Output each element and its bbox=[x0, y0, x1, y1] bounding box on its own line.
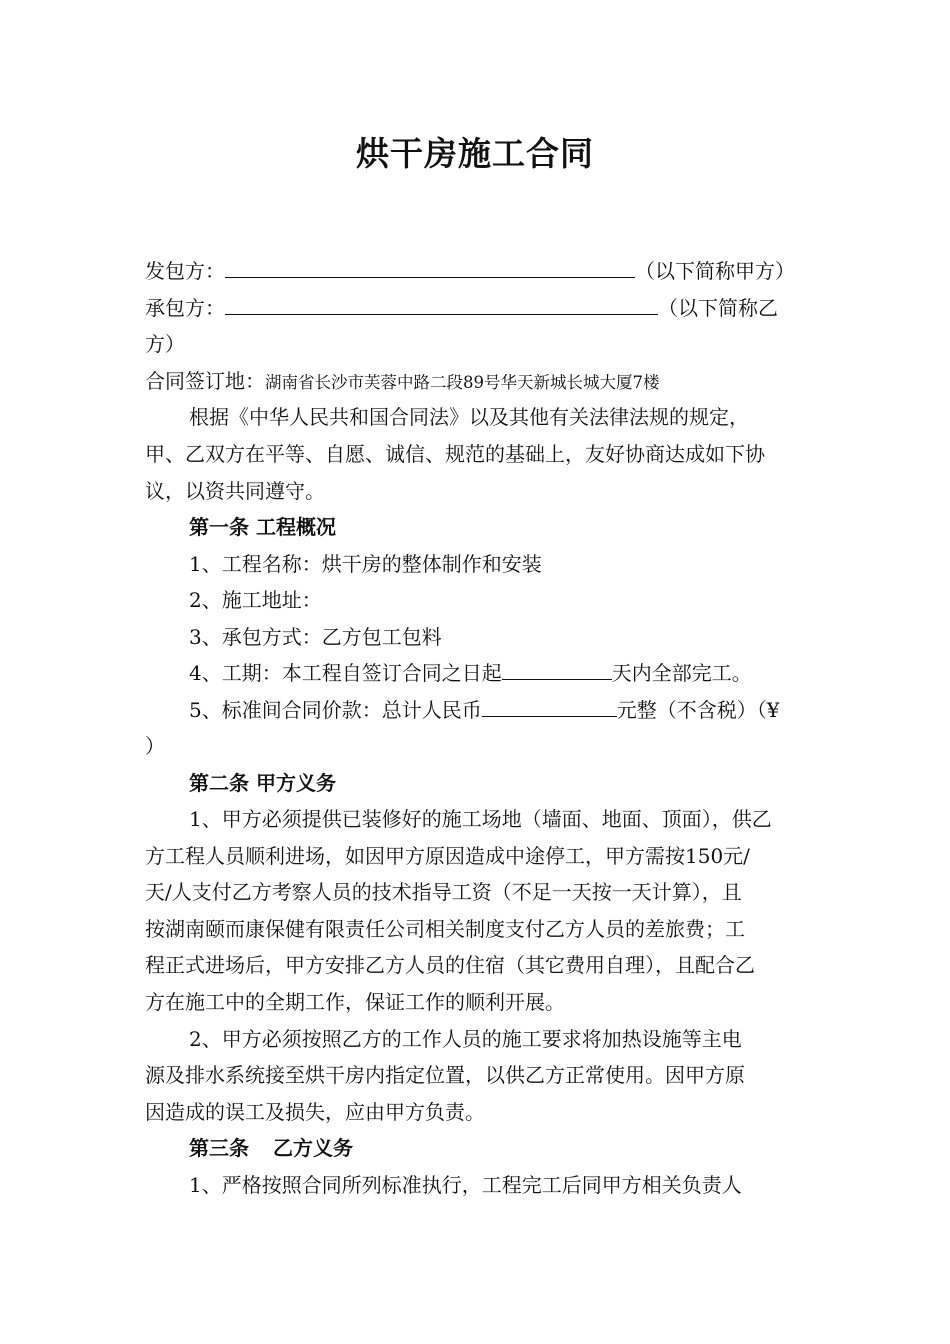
article-3-p1-line: 1、严格按照合同所列标准执行，工程完工后同甲方相关负责人 bbox=[189, 1173, 742, 1197]
party-a-blank[interactable] bbox=[225, 255, 635, 278]
document-title: 烘干房施工合同 bbox=[356, 134, 594, 173]
duration-blank[interactable] bbox=[502, 657, 612, 680]
article-2-p1-line: 方在施工中的全期工作，保证工作的顺利开展。 bbox=[145, 990, 565, 1014]
item-5-suffix: 元整（不含税）（¥ bbox=[616, 698, 780, 722]
article-2-p1-line: 天/人支付乙方考察人员的技术指导工资（不足一天按一天计算），且 bbox=[145, 880, 742, 904]
party-b-line-cont: 方） bbox=[145, 332, 185, 356]
location-label: 合同签订地： bbox=[145, 369, 265, 393]
preamble-line: 根据《中华人民共和国合同法》以及其他有关法律法规的规定， bbox=[189, 405, 749, 429]
article-3-title: 乙方义务 bbox=[273, 1136, 353, 1160]
article-1-item-3: 3、承包方式：乙方包工包料 bbox=[189, 625, 442, 649]
location-line bbox=[145, 363, 810, 401]
party-b-blank[interactable] bbox=[225, 292, 658, 315]
party-b-suffix: （以下简称乙 bbox=[658, 296, 778, 320]
article-2-heading: 第二条 甲方义务 bbox=[189, 771, 336, 795]
party-a-label: 发包方： bbox=[145, 259, 225, 283]
article-3-heading bbox=[145, 1130, 854, 1166]
price-blank[interactable] bbox=[482, 694, 617, 717]
party-a-suffix: （以下简称甲方） bbox=[635, 259, 795, 283]
article-2-p2-line: 因造成的误工及损失，应由甲方负责。 bbox=[145, 1100, 485, 1124]
item-4-suffix: 天内全部完工。 bbox=[611, 661, 752, 685]
party-b-line bbox=[145, 290, 810, 326]
article-1-item-5-cont: ） bbox=[145, 734, 165, 758]
article-1-item-2: 2、施工地址： bbox=[189, 588, 322, 612]
item-5-text: 5、标准间合同价款：总计人民币 bbox=[189, 698, 482, 722]
article-2-p1-line: 按湖南颐而康保健有限责任公司相关制度支付乙方人员的差旅费；工 bbox=[145, 917, 745, 941]
preamble-line: 议，以资共同遵守。 bbox=[145, 479, 325, 503]
article-2-p1-line: 程正式进场后，甲方安排乙方人员的住宿（其它费用自理），且配合乙 bbox=[145, 953, 755, 977]
article-3-number: 第三条 bbox=[189, 1136, 249, 1160]
location-value: 湖南省长沙市芙蓉中路二段89号华天新城长城大厦7楼 bbox=[265, 373, 660, 392]
item-4-text: 4、工期：本工程自签订合同之日起 bbox=[189, 661, 502, 685]
article-2-p1-line: 方工程人员顺利进场，如因甲方原因造成中途停工，甲方需按150元/ bbox=[145, 844, 750, 868]
party-a-line bbox=[145, 253, 810, 289]
article-2-p2-line: 源及排水系统接至烘干房内指定位置，以供乙方正常使用。因甲方原 bbox=[145, 1063, 745, 1087]
preamble-line: 甲、乙双方在平等、自愿、诚信、规范的基础上，友好协商达成如下协 bbox=[145, 442, 765, 466]
party-b-label: 承包方： bbox=[145, 296, 225, 320]
article-2-p1-line: 1、甲方必须提供已装修好的施工场地（墙面、地面、顶面），供乙 bbox=[189, 807, 772, 831]
article-2-p2-line: 2、甲方必须按照乙方的工作人员的施工要求将加热设施等主电 bbox=[189, 1027, 742, 1051]
article-1-item-5 bbox=[145, 692, 854, 728]
article-1-heading: 第一条 工程概况 bbox=[189, 515, 336, 539]
article-1-item-4 bbox=[145, 655, 854, 691]
article-1-item-1: 1、工程名称：烘干房的整体制作和安装 bbox=[189, 552, 542, 576]
